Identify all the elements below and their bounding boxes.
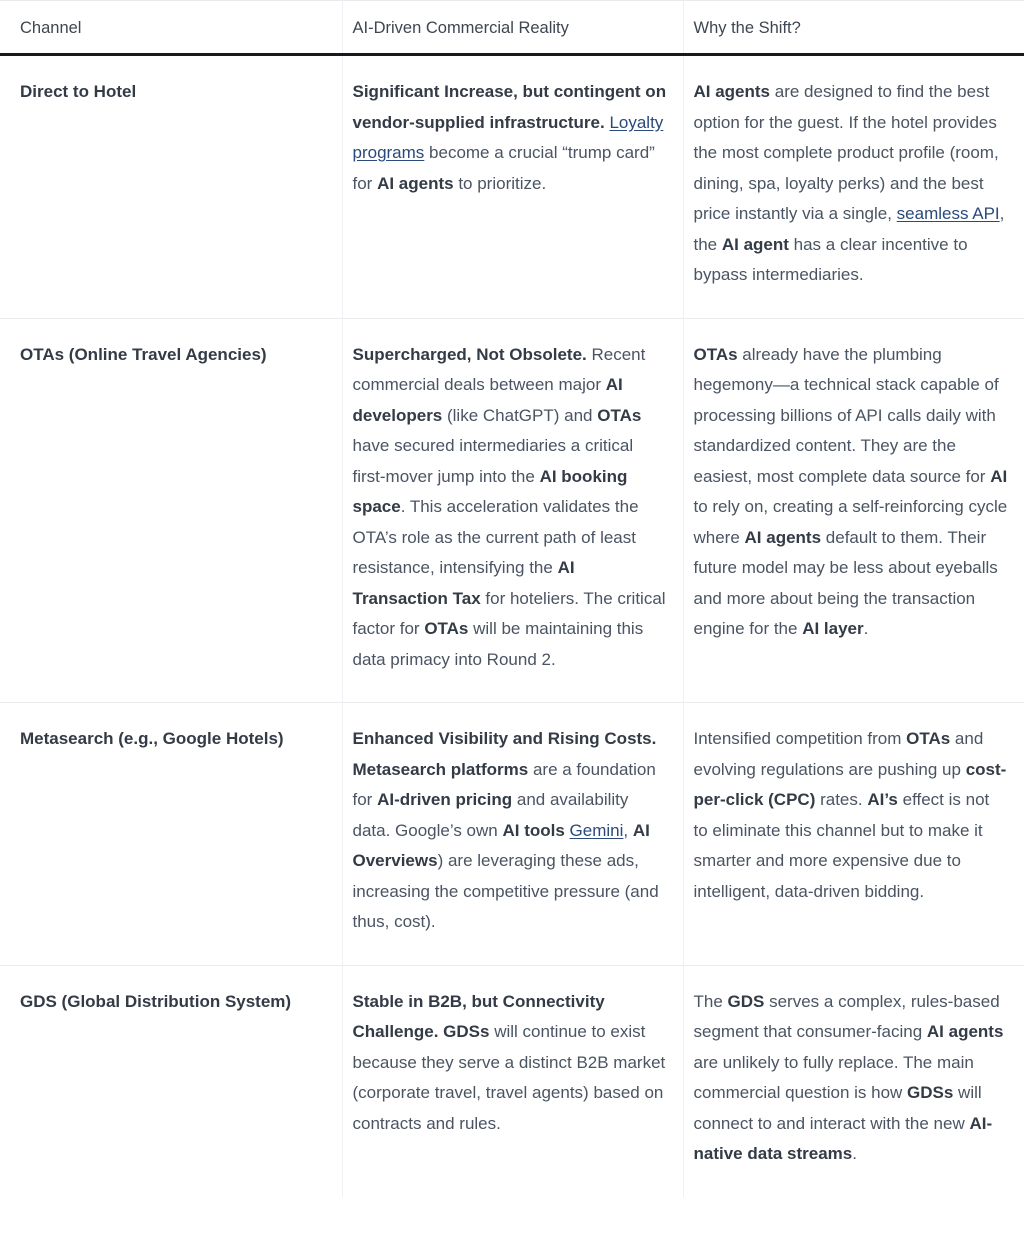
channel-cell: Metasearch (e.g., Google Hotels) [0, 703, 342, 966]
reality-cell [342, 965, 683, 1197]
bold-text: GDSs [907, 1083, 954, 1102]
table-header [0, 1, 1024, 55]
text-run: are designed to find the best option for the guest. If the hotel provides the most complete product profile (room, dining, spa, loyalty perks) and the best price instantly via a single, [693, 82, 999, 223]
text-run: to prioritize. [453, 173, 547, 193]
text-run: Recent commercial deals between major [352, 344, 646, 394]
col-header-why-the-shift: Why the Shift? [683, 1, 1024, 55]
bold-text: OTAs [906, 729, 951, 748]
col-header-ai-driven-commercial-reality: AI-Driven Commercial Reality [342, 1, 683, 55]
text-run: will be maintaining this data primacy into Round 2. [352, 619, 644, 669]
bold-text: cost-per-click (CPC) [693, 759, 1007, 809]
bold-text: AI agents [377, 173, 454, 193]
table-row [0, 703, 1024, 966]
bold-text: AI booking space [352, 466, 628, 516]
gemini-link[interactable]: Gemini [569, 820, 624, 840]
text-run: rates. [815, 790, 868, 809]
bold-text: GDS [727, 991, 765, 1011]
table-body [0, 55, 1024, 1197]
bold-text: OTAs [424, 619, 469, 638]
text-run: The [693, 991, 728, 1011]
col-header-channel: Channel [0, 1, 342, 55]
bold-text: Supercharged, Not Obsolete. [352, 344, 587, 364]
bold-text: AI tools [502, 820, 565, 840]
text-run: (like ChatGPT) and [442, 405, 598, 425]
loyalty-programs-link[interactable]: Loyalty programs [352, 112, 664, 162]
table-row [0, 965, 1024, 1197]
text-run: . [863, 619, 869, 638]
text-run: to rely on, creating a self-reinforcing cycle where [693, 497, 1008, 547]
bold-text: AI agents [744, 527, 822, 547]
channel-cell: GDS (Global Distribution System) [0, 965, 342, 1197]
bold-text: AI agent [721, 234, 789, 254]
bold-text: Significant Increase, but contingent on vendor-supplied infrastructure. [352, 82, 667, 132]
reality-cell [342, 703, 683, 966]
bold-text: AI’s [867, 790, 898, 809]
bold-text: AI Overviews [352, 820, 650, 870]
bold-text: AI-driven pricing [377, 790, 513, 809]
text-run: effect is not to eliminate this channel but to make it smarter and more expensive due to intelligent, data-driven bidding. [693, 790, 990, 901]
bold-text: AI Transaction Tax [352, 558, 575, 608]
text-run: , the [693, 204, 1005, 254]
text-run: and evolving regulations are pushing up [693, 729, 984, 779]
text-run: has a clear incentive to bypass intermediaries. [693, 234, 968, 284]
table-row [0, 318, 1024, 703]
text-run: will connect to and interact with the new [693, 1083, 982, 1133]
text-run: for hoteliers. The critical factor for [352, 588, 666, 638]
text-run: become a crucial “trump card” for [352, 143, 655, 193]
header-row [0, 1, 1024, 55]
text-run: . [852, 1144, 857, 1163]
shift-cell [683, 703, 1024, 966]
shift-cell [683, 965, 1024, 1197]
text-run: . This acceleration validates the OTA’s role as the current path of least resistance, intensifying the [352, 497, 639, 577]
bold-text: Enhanced Visibility and Rising Costs. Metasearch platforms [352, 729, 657, 779]
bold-text: AI agents [926, 1022, 1004, 1041]
text-run: have secured intermediaries a critical first-mover jump into the [352, 436, 634, 486]
reality-cell [342, 318, 683, 703]
shift-cell [683, 318, 1024, 703]
channel-cell: OTAs (Online Travel Agencies) [0, 318, 342, 703]
text-run: are a foundation for [352, 759, 656, 809]
bold-text: AI agents [693, 82, 771, 101]
bold-text: Stable in B2B, but Connectivity Challenge. GDSs [352, 991, 605, 1041]
bold-text: AI-native data streams [693, 1113, 993, 1163]
bold-text: AI [990, 466, 1008, 486]
bold-text: AI developers [352, 375, 623, 425]
text-run: ) are leveraging these ads, increasing the competitive pressure (and thus, cost). [352, 851, 659, 931]
reality-cell [342, 55, 683, 319]
text-run: and availability data. Google’s own [352, 790, 629, 840]
text-run: serves a complex, rules-based segment that consumer-facing [693, 991, 1000, 1041]
text-run: are unlikely to fully replace. The main commercial question is how [693, 1052, 974, 1102]
text-run: default to them. Their future model may be less about eyeballs and more about being the transaction engine for the [693, 527, 998, 638]
bold-text: OTAs [693, 344, 738, 364]
channel-cell: Direct to Hotel [0, 55, 342, 319]
text-run: will continue to exist because they serve a distinct B2B market (corporate travel, travel agents) based on contracts and rules. [352, 1022, 666, 1133]
table-row [0, 55, 1024, 319]
bold-text: AI layer [802, 619, 864, 638]
text-run: , [623, 820, 633, 840]
bold-text: OTAs [597, 405, 642, 425]
shift-cell [683, 55, 1024, 319]
text-run: already have the plumbing hegemony—a technical stack capable of processing billions of API calls daily with standardized content. They are the easiest, most complete data source for [693, 344, 999, 486]
seamless-api-link[interactable]: seamless API [896, 204, 1000, 223]
text-run: Intensified competition from [693, 729, 907, 748]
